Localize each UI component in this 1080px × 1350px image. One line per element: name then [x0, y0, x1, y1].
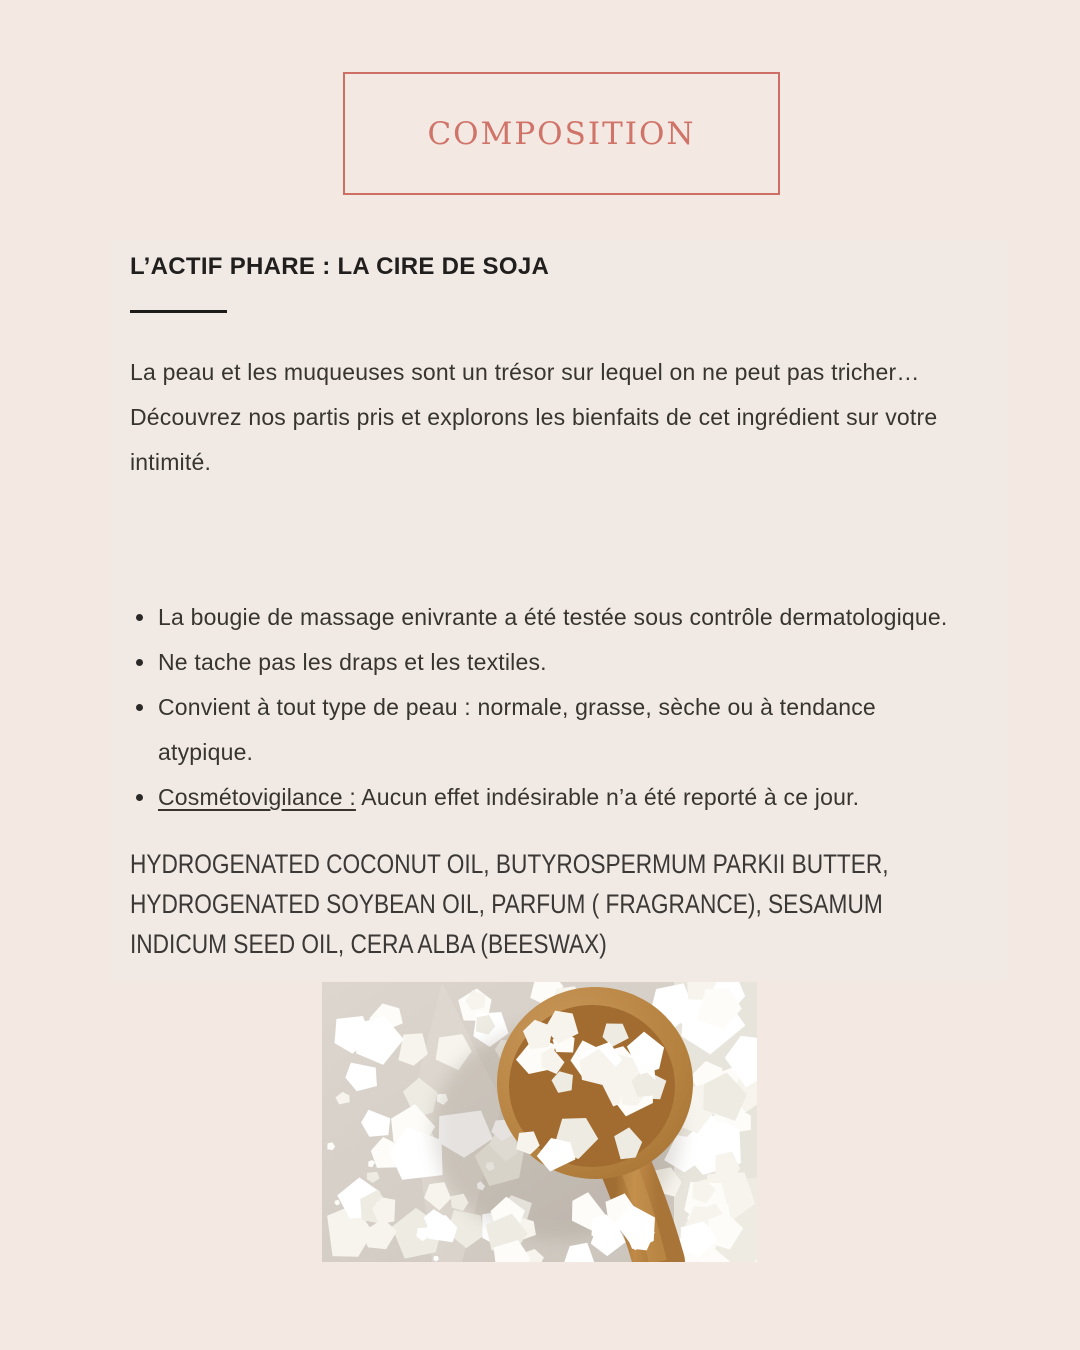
intro-line: intimité. [130, 449, 212, 475]
intro-line: Découvrez nos partis pris et explorons les bienfaits de cet ingrédient sur votre [130, 404, 938, 430]
bullet-dot-icon [136, 794, 143, 801]
list-item [130, 640, 998, 685]
intro-paragraph [130, 350, 998, 485]
list-item [130, 775, 998, 820]
intro-line: La peau et les muqueuses sont un trésor sur lequel on ne peut pas tricher… [130, 359, 920, 385]
bullet-text: Convient à tout type de peau : normale, grasse, sèche ou à tendance [158, 694, 876, 720]
wax-photo-svg [322, 982, 757, 1262]
heading-underline-rule [130, 310, 227, 313]
bullet-text: Ne tache pas les draps et les textiles. [158, 649, 547, 675]
inci-line: HYDROGENATED SOYBEAN OIL, PARFUM ( FRAGRANCE), SESAMUM [130, 889, 883, 919]
bullet-lead-underlined: Cosmétovigilance : [158, 784, 356, 810]
bullet-dot-icon [136, 614, 143, 621]
bullet-text: La bougie de massage enivrante a été testée sous contrôle dermatologique. [158, 604, 948, 630]
bullet-text: Aucun effet indésirable n’a été reporté à ce jour. [355, 784, 860, 810]
bullet-text: atypique. [158, 739, 254, 765]
composition-title-banner [343, 72, 780, 195]
inci-line: INDICUM SEED OIL, CERA ALBA (BEESWAX) [130, 929, 607, 959]
inci-ingredient-list [130, 844, 1020, 964]
section-heading: L’ACTIF PHARE : LA CIRE DE SOJA [130, 253, 550, 280]
list-item [130, 595, 998, 640]
list-item [130, 685, 998, 775]
inci-line: HYDROGENATED COCONUT OIL, BUTYROSPERMUM PARKII BUTTER, [130, 849, 889, 879]
soy-wax-photo [322, 982, 757, 1262]
page-title: COMPOSITION [427, 115, 696, 152]
benefits-bullet-list [130, 595, 998, 820]
bullet-dot-icon [136, 659, 143, 666]
content-panel [110, 240, 1008, 981]
bullet-dot-icon [136, 704, 143, 711]
